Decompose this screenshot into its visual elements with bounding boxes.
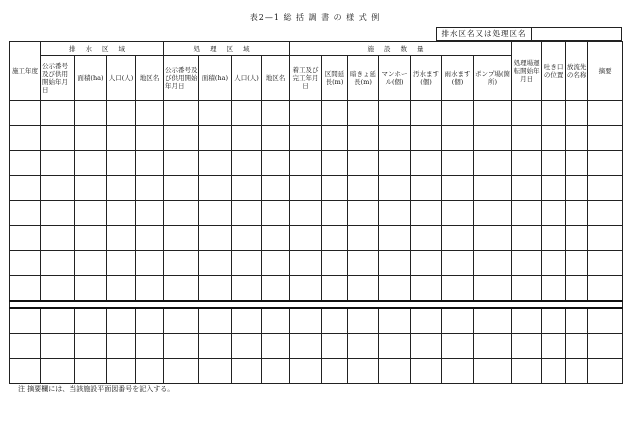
table-cell[interactable]: [164, 251, 199, 276]
table-cell[interactable]: [41, 334, 75, 359]
table-cell[interactable]: [262, 126, 290, 151]
col-treatment-population-header: 人口(人): [232, 56, 262, 101]
table-cell[interactable]: [566, 308, 588, 334]
table-cell[interactable]: [41, 359, 75, 384]
table-cell[interactable]: [322, 201, 348, 226]
table-cell[interactable]: [107, 226, 136, 251]
table-cell[interactable]: [588, 101, 623, 126]
table-cell[interactable]: [542, 359, 566, 384]
document-title: 表2—1 総 括 調 書 の 様 式 例: [249, 13, 381, 22]
table-cell[interactable]: [107, 201, 136, 226]
table-cell[interactable]: [262, 359, 290, 384]
table-cell[interactable]: [107, 308, 136, 334]
table-cell[interactable]: [232, 308, 262, 334]
table-cell[interactable]: [474, 101, 512, 126]
table-cell[interactable]: [348, 151, 379, 176]
table-cell[interactable]: [290, 126, 322, 151]
col-start-completion-header: 着工及び完工年月日: [290, 56, 322, 101]
col-drainage-population-header: 人口(人): [107, 56, 136, 101]
upper-table-row: [10, 276, 623, 302]
table-cell[interactable]: [262, 201, 290, 226]
table-cell[interactable]: [136, 126, 164, 151]
table-cell[interactable]: [379, 101, 411, 126]
table-cell[interactable]: [136, 334, 164, 359]
table-cell[interactable]: [542, 126, 566, 151]
table-cell[interactable]: [474, 126, 512, 151]
table-cell[interactable]: [10, 176, 41, 201]
table-cell[interactable]: [474, 308, 512, 334]
table-cell[interactable]: [262, 151, 290, 176]
table-cell[interactable]: [75, 276, 107, 302]
table-cell[interactable]: [75, 308, 107, 334]
table-cell[interactable]: [199, 151, 232, 176]
table-cell[interactable]: [164, 359, 199, 384]
table-cell[interactable]: [566, 359, 588, 384]
col-plant-start-header: 処理場運転開始年月日: [512, 42, 542, 101]
table-cell[interactable]: [232, 176, 262, 201]
table-cell[interactable]: [474, 276, 512, 302]
table-cell[interactable]: [379, 176, 411, 201]
table-cell[interactable]: [199, 334, 232, 359]
upper-table-row: [10, 251, 623, 276]
col-sewage-basin-header: 汚水ます(個): [411, 56, 442, 101]
table-cell[interactable]: [512, 334, 542, 359]
table-cell[interactable]: [442, 251, 474, 276]
table-cell[interactable]: [262, 276, 290, 302]
area-name-label: 排水区名又は処理区名: [437, 28, 532, 40]
table-cell[interactable]: [164, 226, 199, 251]
table-cell[interactable]: [512, 101, 542, 126]
table-cell[interactable]: [442, 334, 474, 359]
table-cell[interactable]: [474, 176, 512, 201]
table-cell[interactable]: [322, 151, 348, 176]
upper-table-row: [10, 176, 623, 201]
table-cell[interactable]: [411, 334, 442, 359]
table-cell[interactable]: [262, 176, 290, 201]
table-cell[interactable]: [290, 334, 322, 359]
table-cell[interactable]: [199, 126, 232, 151]
table-cell[interactable]: [164, 308, 199, 334]
table-cell[interactable]: [232, 359, 262, 384]
table-cell[interactable]: [164, 126, 199, 151]
table-cell[interactable]: [379, 126, 411, 151]
table-cell[interactable]: [107, 359, 136, 384]
table-cell[interactable]: [75, 359, 107, 384]
table-cell[interactable]: [442, 151, 474, 176]
table-cell[interactable]: [442, 201, 474, 226]
table-cell[interactable]: [322, 308, 348, 334]
group-facilities-header: 施設数量: [290, 42, 512, 56]
table-cell[interactable]: [512, 176, 542, 201]
table-cell[interactable]: [10, 334, 41, 359]
table-cell[interactable]: [199, 176, 232, 201]
table-cell[interactable]: [164, 101, 199, 126]
table-cell[interactable]: [136, 101, 164, 126]
table-cell[interactable]: [566, 126, 588, 151]
table-cell[interactable]: [512, 276, 542, 302]
table-cell[interactable]: [136, 251, 164, 276]
table-cell[interactable]: [566, 151, 588, 176]
table-cell[interactable]: [107, 251, 136, 276]
table-cell[interactable]: [588, 276, 623, 302]
table-cell[interactable]: [199, 251, 232, 276]
table-cell[interactable]: [542, 176, 566, 201]
table-cell[interactable]: [411, 308, 442, 334]
table-cell[interactable]: [41, 251, 75, 276]
table-cell[interactable]: [199, 359, 232, 384]
table-cell[interactable]: [232, 226, 262, 251]
table-cell[interactable]: [136, 151, 164, 176]
table-cell[interactable]: [542, 276, 566, 302]
table-cell[interactable]: [136, 176, 164, 201]
table-cell[interactable]: [512, 359, 542, 384]
table-cell[interactable]: [107, 126, 136, 151]
table-cell[interactable]: [474, 334, 512, 359]
table-cell[interactable]: [136, 359, 164, 384]
table-cell[interactable]: [290, 308, 322, 334]
col-treatment-area-header: 面積(ha): [199, 56, 232, 101]
table-cell[interactable]: [348, 126, 379, 151]
table-cell[interactable]: [136, 308, 164, 334]
table-cell[interactable]: [566, 276, 588, 302]
lower-table-row: [10, 359, 623, 384]
table-cell[interactable]: [322, 359, 348, 384]
table-cell[interactable]: [75, 101, 107, 126]
table-cell[interactable]: [322, 226, 348, 251]
col-pipe-length-header: 区間延長(m): [322, 56, 348, 101]
table-cell[interactable]: [10, 308, 41, 334]
table-cell[interactable]: [107, 176, 136, 201]
table-cell[interactable]: [379, 201, 411, 226]
table-cell[interactable]: [411, 126, 442, 151]
table-cell[interactable]: [199, 276, 232, 302]
table-cell[interactable]: [262, 334, 290, 359]
footnote: 注 摘要欄には、当該施設平面図番号を記入する。: [18, 385, 175, 393]
upper-table-row: [10, 101, 623, 126]
table-cell[interactable]: [411, 176, 442, 201]
table-cell[interactable]: [136, 226, 164, 251]
table-cell[interactable]: [10, 359, 41, 384]
table-cell[interactable]: [542, 334, 566, 359]
table-cell[interactable]: [290, 151, 322, 176]
table-cell[interactable]: [588, 359, 623, 384]
table-cell[interactable]: [75, 126, 107, 151]
table-cell[interactable]: [107, 276, 136, 302]
col-year-header: 施工年度: [10, 42, 41, 101]
table-cell[interactable]: [411, 276, 442, 302]
table-cell[interactable]: [379, 276, 411, 302]
col-culvert-length-header: 暗きょ延長(m): [348, 56, 379, 101]
table-cell[interactable]: [442, 176, 474, 201]
table-cell[interactable]: [542, 151, 566, 176]
table-cell[interactable]: [41, 151, 75, 176]
table-cell[interactable]: [474, 226, 512, 251]
table-cell[interactable]: [107, 151, 136, 176]
table-cell[interactable]: [10, 201, 41, 226]
table-cell[interactable]: [474, 251, 512, 276]
summary-table: [9, 41, 623, 384]
upper-table-row: [10, 226, 623, 251]
table-cell[interactable]: [588, 226, 623, 251]
table-cell[interactable]: [232, 276, 262, 302]
table-cell[interactable]: [290, 101, 322, 126]
table-cell[interactable]: [290, 359, 322, 384]
table-cell[interactable]: [232, 101, 262, 126]
table-cell[interactable]: [290, 226, 322, 251]
table-cell[interactable]: [588, 176, 623, 201]
table-cell[interactable]: [411, 151, 442, 176]
col-outfall-position-header: 吐き口の位置: [542, 42, 566, 101]
table-cell[interactable]: [232, 126, 262, 151]
table-cell[interactable]: [379, 359, 411, 384]
table-cell[interactable]: [322, 251, 348, 276]
table-cell[interactable]: [348, 101, 379, 126]
table-cell[interactable]: [474, 359, 512, 384]
lower-table-row: [10, 308, 623, 334]
table-cell[interactable]: [232, 251, 262, 276]
table-cell[interactable]: [10, 251, 41, 276]
table-cell[interactable]: [411, 201, 442, 226]
table-cell[interactable]: [566, 101, 588, 126]
group-drainage-header: 排水区域: [41, 42, 164, 56]
col-treatment-district-header: 地区名: [262, 56, 290, 101]
table-cell[interactable]: [442, 101, 474, 126]
group-treatment-header: 処理区域: [164, 42, 290, 56]
table-cell[interactable]: [348, 334, 379, 359]
table-cell[interactable]: [232, 201, 262, 226]
col-treatment-public-notice-header: 公示番号及び供用開始年月日: [164, 56, 199, 101]
table-cell[interactable]: [379, 151, 411, 176]
table-cell[interactable]: [348, 226, 379, 251]
col-manhole-header: マンホール(個): [379, 56, 411, 101]
table-cell[interactable]: [322, 126, 348, 151]
upper-table-row: [10, 201, 623, 226]
table-cell[interactable]: [588, 308, 623, 334]
table-cell[interactable]: [566, 334, 588, 359]
table-cell[interactable]: [75, 251, 107, 276]
table-cell[interactable]: [474, 151, 512, 176]
table-cell[interactable]: [588, 151, 623, 176]
table-cell[interactable]: [442, 359, 474, 384]
table-cell[interactable]: [542, 226, 566, 251]
table-cell[interactable]: [442, 126, 474, 151]
table-cell[interactable]: [290, 251, 322, 276]
col-remarks-header: 摘要: [588, 42, 623, 101]
table-cell[interactable]: [542, 201, 566, 226]
col-pump-header: ポンプ場(箇所): [474, 56, 512, 101]
table-cell[interactable]: [136, 276, 164, 302]
table-cell[interactable]: [262, 251, 290, 276]
table-cell[interactable]: [442, 226, 474, 251]
table-cell[interactable]: [411, 251, 442, 276]
table-cell[interactable]: [512, 308, 542, 334]
table-cell[interactable]: [199, 101, 232, 126]
table-cell[interactable]: [164, 176, 199, 201]
table-cell[interactable]: [322, 276, 348, 302]
table-cell[interactable]: [10, 126, 41, 151]
table-cell[interactable]: [262, 101, 290, 126]
table-cell[interactable]: [566, 251, 588, 276]
col-drainage-district-header: 地区名: [136, 56, 164, 101]
col-drainage-public-notice-header: 公示番号及び供用開始年月日: [41, 56, 75, 101]
table-cell[interactable]: [10, 151, 41, 176]
table-cell[interactable]: [379, 308, 411, 334]
table-cell[interactable]: [41, 101, 75, 126]
table-cell[interactable]: [542, 251, 566, 276]
table-cell[interactable]: [41, 176, 75, 201]
table-cell[interactable]: [75, 201, 107, 226]
lower-table-row: [10, 334, 623, 359]
table-cell[interactable]: [136, 201, 164, 226]
upper-table-row: [10, 151, 623, 176]
table-cell[interactable]: [348, 308, 379, 334]
table-cell[interactable]: [566, 201, 588, 226]
table-cell[interactable]: [290, 176, 322, 201]
table-cell[interactable]: [107, 101, 136, 126]
table-cell[interactable]: [75, 226, 107, 251]
table-cell[interactable]: [290, 276, 322, 302]
table-cell[interactable]: [75, 176, 107, 201]
table-cell[interactable]: [512, 201, 542, 226]
table-cell[interactable]: [588, 201, 623, 226]
table-cell[interactable]: [348, 359, 379, 384]
table-cell[interactable]: [566, 176, 588, 201]
table-cell[interactable]: [199, 201, 232, 226]
table-cell[interactable]: [566, 226, 588, 251]
table-cell[interactable]: [75, 334, 107, 359]
table-cell[interactable]: [164, 151, 199, 176]
col-rain-basin-header: 雨水ます(個): [442, 56, 474, 101]
table-cell[interactable]: [199, 308, 232, 334]
table-cell[interactable]: [322, 176, 348, 201]
table-cell[interactable]: [542, 308, 566, 334]
table-cell[interactable]: [348, 176, 379, 201]
col-drainage-area-header: 面積(ha): [75, 56, 107, 101]
table-cell[interactable]: [164, 276, 199, 302]
table-cell[interactable]: [164, 334, 199, 359]
table-cell[interactable]: [322, 101, 348, 126]
section-separator: [10, 301, 623, 308]
table-cell[interactable]: [10, 276, 41, 302]
table-cell[interactable]: [290, 201, 322, 226]
table-cell[interactable]: [107, 334, 136, 359]
table-cell[interactable]: [474, 201, 512, 226]
table-cell[interactable]: [41, 201, 75, 226]
table-cell[interactable]: [199, 226, 232, 251]
table-cell[interactable]: [10, 226, 41, 251]
table-cell[interactable]: [232, 334, 262, 359]
table-cell[interactable]: [262, 226, 290, 251]
table-cell[interactable]: [442, 276, 474, 302]
table-cell[interactable]: [379, 334, 411, 359]
table-cell[interactable]: [512, 151, 542, 176]
table-cell[interactable]: [379, 226, 411, 251]
table-cell[interactable]: [411, 226, 442, 251]
table-cell[interactable]: [512, 126, 542, 151]
upper-table-row: [10, 126, 623, 151]
col-discharge-name-header: 放流先の名称: [566, 42, 588, 101]
table-cell[interactable]: [164, 201, 199, 226]
table-cell[interactable]: [588, 126, 623, 151]
table-cell[interactable]: [75, 151, 107, 176]
table-cell[interactable]: [588, 251, 623, 276]
section-separator-cell: [10, 301, 623, 308]
table-cell[interactable]: [41, 276, 75, 302]
table-cell[interactable]: [262, 308, 290, 334]
table-cell[interactable]: [348, 201, 379, 226]
table-cell[interactable]: [10, 101, 41, 126]
table-cell[interactable]: [348, 276, 379, 302]
table-cell[interactable]: [322, 334, 348, 359]
table-cell[interactable]: [512, 226, 542, 251]
table-cell[interactable]: [442, 308, 474, 334]
area-name-box: [436, 27, 622, 41]
table-cell[interactable]: [41, 308, 75, 334]
table-cell[interactable]: [411, 359, 442, 384]
table-cell[interactable]: [588, 334, 623, 359]
table-cell[interactable]: [232, 151, 262, 176]
table-cell[interactable]: [512, 251, 542, 276]
table-cell[interactable]: [41, 126, 75, 151]
table-cell[interactable]: [411, 101, 442, 126]
table-cell[interactable]: [348, 251, 379, 276]
table-cell[interactable]: [41, 226, 75, 251]
table-cell[interactable]: [542, 101, 566, 126]
table-cell[interactable]: [379, 251, 411, 276]
